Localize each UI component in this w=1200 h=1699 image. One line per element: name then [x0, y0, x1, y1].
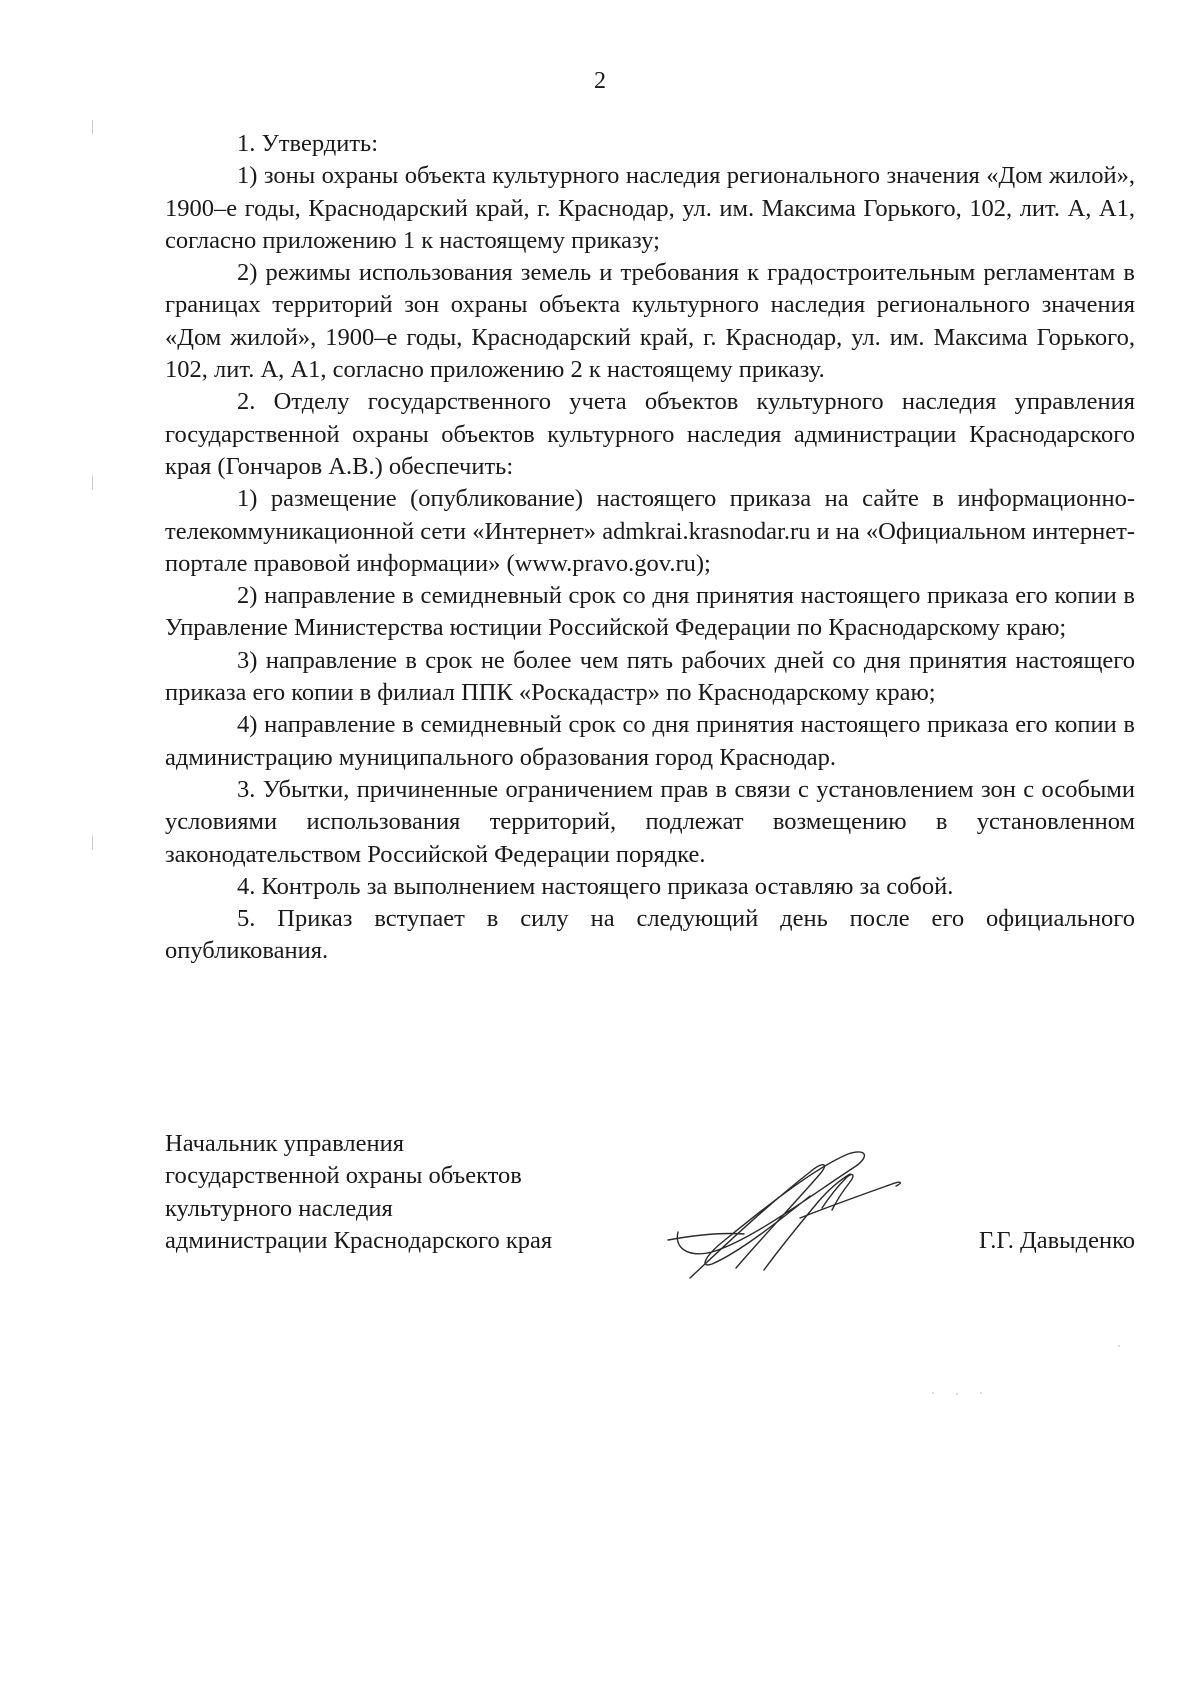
- paragraph-approve: 1. Утвердить:: [237, 130, 379, 157]
- signer-position-line: культурного наследия: [165, 1194, 393, 1222]
- signature-block: [165, 1128, 1135, 1268]
- scan-margin-mark: [92, 476, 93, 490]
- paragraph-control: 4. Контроль за выполнением настоящего приказа оставляю за собой.: [237, 872, 954, 900]
- page-number: 2: [594, 68, 606, 94]
- signer-position-line: Начальник управления: [165, 1130, 404, 1157]
- scan-speck: [956, 1393, 958, 1395]
- scan-margin-mark: [92, 120, 93, 134]
- signer-position-line: администрации Краснодарского края: [165, 1226, 553, 1254]
- paragraph-ensure-item-2: 2) направление в семидневный срок со дня принятия настоящего приказа его копии в Управление Министерства юстиции Российской Федерации по Краснодарскому краю;: [165, 582, 1135, 642]
- scan-margin-mark: [92, 836, 93, 850]
- paragraph-losses: 3. Убытки, причиненные ограничением прав в связи с установлением зон с особыми условиями использования территорий, подлежат возмещению в установленном законодательством Российской Федерации порядке.: [165, 775, 1135, 868]
- paragraph-ensure-item-4: 4) направление в семидневный срок со дня принятия настоящего приказа его копии в администрацию муниципального образования город Краснодар.: [165, 711, 1135, 771]
- paragraph-approve-item-1: 1) зоны охраны объекта культурного наследия регионального значения «Дом жилой», 1900–е годы, Краснодарский край, г. Краснодар, ул. им. Максима Горького, 102, лит. А, А1, согласно приложению 1 к настоящему приказу;: [165, 162, 1135, 254]
- paragraph-approve-item-2: 2) режимы использования земель и требования к градостроительным регламентам в границах территорий зон охраны объекта культурного наследия регионального значения «Дом жилой», 1900–е годы, Краснодарский край, г. Краснодар, ул. им. Максима Горького, 102, лит. А, А1, согласно приложению 2 к настоящему приказу.: [165, 259, 1135, 384]
- scan-speck: [980, 1392, 982, 1394]
- signer-position-line: государственной охраны объектов: [165, 1162, 522, 1190]
- scan-speck: [932, 1392, 934, 1394]
- signer-position: [165, 1128, 645, 1257]
- paragraph-department-ensure: 2. Отделу государственного учета объектов культурного наследия управления государственной охраны объектов культурного наследия администрации Краснодарского края (Гончаров А.В.) обеспечить:: [165, 388, 1135, 480]
- document-body: [165, 128, 1135, 968]
- signer-name: Г.Г. Давыденко: [978, 1226, 1135, 1254]
- scan-speck: [1118, 1345, 1120, 1347]
- handwritten-signature: [660, 1140, 920, 1290]
- paragraph-entry-into-force: 5. Приказ вступает в силу на следующий день после его официального опубликования.: [165, 905, 1135, 965]
- paragraph-ensure-item-1: 1) размещение (опубликование) настоящего приказа на сайте в информационно-телекоммуникационной сети «Интернет» admkrai.krasnodar.ru и на «Официальном интернет-портале правовой информации» (www.pravo.gov.ru);: [165, 485, 1135, 577]
- paragraph-ensure-item-3: 3) направление в срок не более чем пять рабочих дней со дня принятия настоящего приказа его копии в филиал ППК «Роскадастр» по Краснодарскому краю;: [165, 646, 1135, 707]
